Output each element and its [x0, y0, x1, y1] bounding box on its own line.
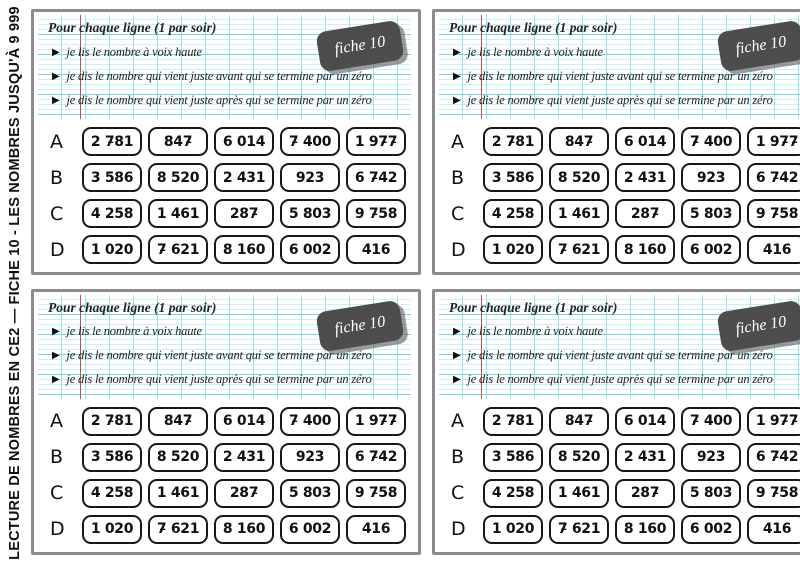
number-box: 8 520: [549, 163, 609, 192]
number-box: 287̵: [615, 199, 675, 228]
number-row: [451, 164, 800, 191]
number-row: [50, 128, 412, 155]
number-box: 8 520: [148, 443, 208, 472]
row-label: C: [50, 482, 64, 504]
triangle-bullet-icon: ▶: [52, 94, 60, 106]
row-label: B: [50, 166, 64, 189]
number-box: 287̵: [214, 199, 274, 228]
number-box: 6 014: [615, 127, 675, 156]
number-row: [451, 444, 800, 471]
instruction-text: je dis le nombre qui vient juste après qui se termine par un zéro: [467, 92, 773, 107]
number-box: 1 97̵7̵: [346, 127, 406, 156]
number-box: 6 002: [280, 515, 340, 544]
number-row: [50, 236, 412, 263]
worksheet-card: [432, 289, 800, 555]
number-box: 923: [681, 443, 741, 472]
number-rows: [34, 399, 418, 543]
number-row: [50, 480, 412, 507]
row-label: C: [50, 202, 64, 225]
instruction-text: je lis le nombre à voix haute: [467, 324, 603, 338]
number-box: 1 020: [82, 515, 142, 544]
worksheet-card: [31, 289, 421, 555]
number-box: 6 7̵42: [747, 163, 800, 192]
number-box: 416: [747, 235, 800, 264]
card-header: Pour chaque ligne (1 par soir): [48, 299, 217, 315]
number-box: 1 020: [483, 235, 543, 264]
number-box: 2 7̵81: [82, 407, 142, 436]
number-box: 287̵: [615, 479, 675, 508]
row-label: B: [50, 446, 64, 468]
instruction-item: [38, 64, 411, 88]
number-box: 9 7̵58: [346, 199, 406, 228]
number-box: 1 461: [549, 479, 609, 508]
row-label: C: [451, 202, 465, 225]
number-box: 7̵ 621: [549, 235, 609, 264]
number-box: 8 160: [214, 515, 274, 544]
number-box: 3 586: [483, 163, 543, 192]
number-box: 7̵ 621: [148, 515, 208, 544]
card-slot-bottom-right: [432, 289, 800, 558]
triangle-bullet-icon: ▶: [52, 350, 60, 361]
number-box: 5 803: [681, 199, 741, 228]
number-box: 8 520: [549, 443, 609, 472]
number-box: 416: [346, 515, 406, 544]
number-box: 7̵ 400: [280, 127, 340, 156]
number-row: [451, 480, 800, 507]
number-row: [451, 128, 800, 155]
instruction-item: [439, 368, 800, 392]
instruction-text: je dis le nombre qui vient juste après qui se termine par un zéro: [66, 92, 372, 107]
number-box: 1 461: [148, 199, 208, 228]
row-label: C: [451, 482, 465, 504]
number-box: 847̵: [549, 127, 609, 156]
number-box: 2 431: [615, 443, 675, 472]
number-box: 5 803: [681, 479, 741, 508]
row-label: A: [50, 130, 63, 153]
number-box: 4 258: [82, 479, 142, 508]
number-box: 3 586: [82, 163, 142, 192]
sidebar: [0, 0, 30, 565]
number-box: 6 002: [681, 515, 741, 544]
number-row: [50, 408, 412, 435]
triangle-bullet-icon: ▶: [52, 374, 60, 385]
number-box: 3 586: [483, 443, 543, 472]
number-box: 9 7̵58: [747, 199, 800, 228]
number-box: 287̵: [214, 479, 274, 508]
card-header: Pour chaque ligne (1 par soir): [449, 20, 618, 35]
number-box: 1 020: [82, 235, 142, 264]
triangle-bullet-icon: ▶: [52, 326, 60, 337]
instruction-item: [38, 368, 411, 392]
number-box: 8 520: [148, 163, 208, 192]
card-header: Pour chaque ligne (1 par soir): [449, 299, 618, 315]
number-box: 847̵: [549, 407, 609, 436]
fiche-badge: fiche 10: [716, 20, 800, 73]
instruction-item: [38, 344, 411, 368]
ruled-paper: [439, 295, 800, 399]
ruled-paper: [38, 295, 411, 399]
number-box: 8 160: [214, 235, 274, 264]
row-label: D: [50, 238, 65, 261]
sidebar-title: LECTURE DE NOMBRES EN CE2 — FICHE 10 - LES NOMBRES JUSQU'À 9 999: [7, 5, 23, 560]
number-box: 923: [681, 163, 741, 192]
number-box: 6 002: [280, 235, 340, 264]
number-box: 3 586: [82, 443, 142, 472]
number-box: 847̵: [148, 407, 208, 436]
ruled-paper: [439, 15, 800, 119]
instruction-text: je dis le nombre qui vient juste avant qui se termine par un zéro: [66, 348, 372, 362]
number-box: 1 97̵7̵: [346, 407, 406, 436]
number-box: 1 97̵7̵: [747, 127, 800, 156]
number-box: 923: [280, 443, 340, 472]
number-box: 6 002: [681, 235, 741, 264]
number-box: 7̵ 400: [681, 407, 741, 436]
number-row: [50, 444, 412, 471]
number-box: 847̵: [148, 127, 208, 156]
number-box: 4 258: [82, 199, 142, 228]
number-box: 4 258: [483, 199, 543, 228]
row-label: D: [451, 518, 466, 540]
fiche-badge: fiche 10: [716, 299, 800, 352]
row-label: A: [451, 130, 464, 153]
row-label: D: [451, 238, 466, 261]
number-box: 923: [280, 163, 340, 192]
instruction-item: [38, 88, 411, 112]
number-box: 9 7̵58: [346, 479, 406, 508]
worksheet-card: [432, 9, 800, 275]
number-box: 1 020: [483, 515, 543, 544]
number-box: 1 461: [148, 479, 208, 508]
row-label: D: [50, 518, 65, 540]
number-box: 6 7̵42: [346, 163, 406, 192]
instruction-text: je dis le nombre qui vient juste avant qui se termine par un zéro: [467, 348, 773, 362]
instruction-text: je dis le nombre qui vient juste après qui se termine par un zéro: [467, 372, 773, 386]
number-box: 1 97̵7̵: [747, 407, 800, 436]
card-slot-top-left: [31, 9, 421, 278]
number-box: 1 461: [549, 199, 609, 228]
instruction-text: je lis le nombre à voix haute: [66, 44, 202, 59]
number-row: [451, 408, 800, 435]
card-slot-top-right: [432, 9, 800, 278]
instruction-text: je dis le nombre qui vient juste avant qui se termine par un zéro: [66, 68, 372, 83]
number-box: 2 7̵81: [483, 127, 543, 156]
number-box: 2 431: [615, 163, 675, 192]
number-box: 7̵ 400: [280, 407, 340, 436]
number-box: 2 431: [214, 443, 274, 472]
triangle-bullet-icon: ▶: [453, 46, 461, 58]
number-box: 2 7̵81: [483, 407, 543, 436]
number-rows: [435, 119, 800, 263]
number-row: [451, 200, 800, 227]
number-box: 6 7̵42: [747, 443, 800, 472]
number-rows: [435, 399, 800, 543]
number-row: [451, 236, 800, 263]
triangle-bullet-icon: ▶: [453, 350, 461, 361]
triangle-bullet-icon: ▶: [453, 70, 461, 82]
fiche-badge: fiche 10: [315, 20, 404, 73]
number-box: 2 7̵81: [82, 127, 142, 156]
triangle-bullet-icon: ▶: [52, 70, 60, 82]
number-row: [451, 516, 800, 543]
number-box: 7̵ 400: [681, 127, 741, 156]
cards-grid: [31, 9, 799, 557]
number-row: [50, 200, 412, 227]
number-box: 5 803: [280, 199, 340, 228]
triangle-bullet-icon: ▶: [52, 46, 60, 58]
instruction-text: je dis le nombre qui vient juste avant qui se termine par un zéro: [467, 68, 773, 83]
card-header: Pour chaque ligne (1 par soir): [48, 20, 217, 35]
number-row: [50, 516, 412, 543]
instruction-text: je lis le nombre à voix haute: [467, 44, 603, 59]
instruction-text: je dis le nombre qui vient juste après qui se termine par un zéro: [66, 372, 372, 386]
number-box: 5 803: [280, 479, 340, 508]
number-rows: [34, 119, 418, 263]
triangle-bullet-icon: ▶: [453, 374, 461, 385]
card-slot-bottom-left: [31, 289, 421, 558]
ruled-paper: [38, 15, 411, 119]
worksheet-card: [31, 9, 421, 275]
triangle-bullet-icon: ▶: [453, 94, 461, 106]
fiche-badge: fiche 10: [315, 299, 404, 352]
row-label: A: [50, 410, 63, 432]
number-box: 2 431: [214, 163, 274, 192]
number-box: 416: [747, 515, 800, 544]
number-box: 8 160: [615, 235, 675, 264]
triangle-bullet-icon: ▶: [453, 326, 461, 337]
row-label: B: [451, 446, 465, 468]
number-box: 6 014: [615, 407, 675, 436]
number-box: 8 160: [615, 515, 675, 544]
number-box: 416: [346, 235, 406, 264]
row-label: B: [451, 166, 465, 189]
number-box: 6 7̵42: [346, 443, 406, 472]
number-box: 7̵ 621: [549, 515, 609, 544]
instruction-item: [439, 88, 800, 112]
number-box: 9 7̵58: [747, 479, 800, 508]
number-box: 4 258: [483, 479, 543, 508]
number-box: 6 014: [214, 407, 274, 436]
instruction-text: je lis le nombre à voix haute: [66, 324, 202, 338]
number-row: [50, 164, 412, 191]
number-box: 6 014: [214, 127, 274, 156]
number-box: 7̵ 621: [148, 235, 208, 264]
row-label: A: [451, 410, 464, 432]
